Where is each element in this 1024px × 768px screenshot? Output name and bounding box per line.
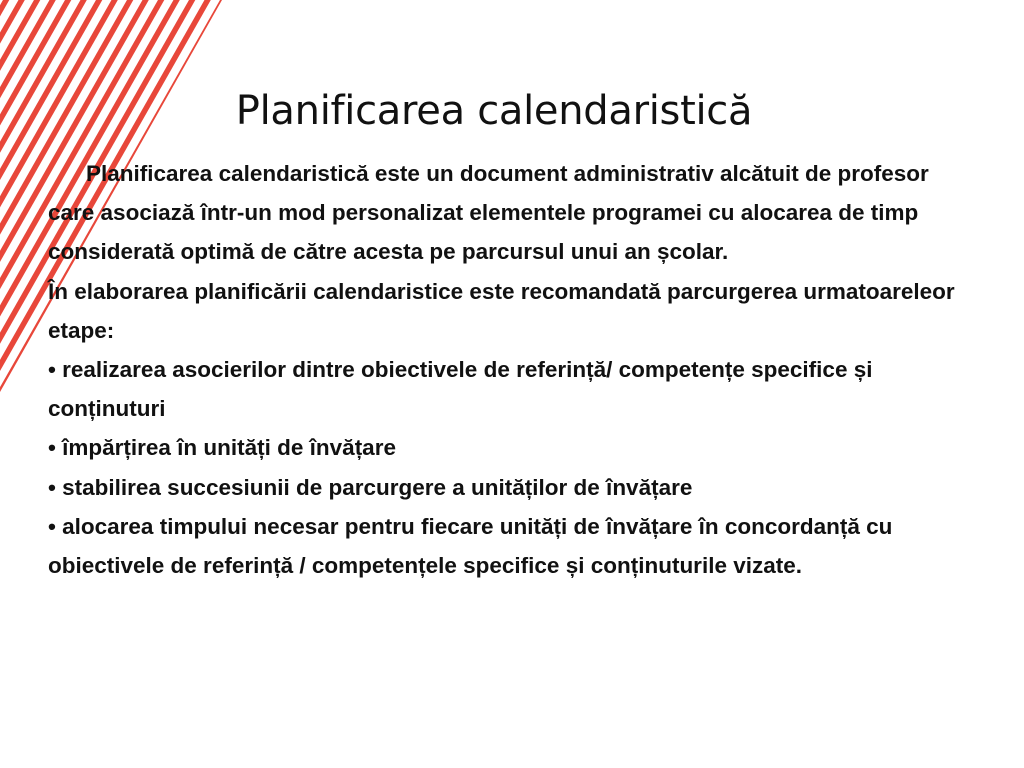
- slide-body: [48, 154, 978, 585]
- slide-title: Planificarea calendaristică: [235, 88, 753, 134]
- bullet-item: • stabilirea succesiunii de parcurgere a unităților de învățare: [48, 474, 693, 500]
- bullet-item: • alocarea timpului necesar pentru fiecare unități de învățare în concordanță cu obiectivele de referință / competențele specifice și conținuturile vizate.: [48, 513, 893, 579]
- bullet-item: • realizarea asocierilor dintre obiectivele de referință/ competențe specifice și conținuturi: [48, 357, 873, 422]
- steps-intro-paragraph: În elaborarea planificării calendaristice este recomandată parcurgerea urmatoareleor etape:: [48, 278, 955, 343]
- intro-paragraph: Planificarea calendaristică este un document administrativ alcătuit de profesor care asociază într-un mod personalizat elementele programei cu alocarea de timp considerată optimă de către acesta pe parcursul unui an școlar.: [48, 161, 929, 265]
- bullet-item: • împărțirea în unități de învățare: [48, 435, 396, 461]
